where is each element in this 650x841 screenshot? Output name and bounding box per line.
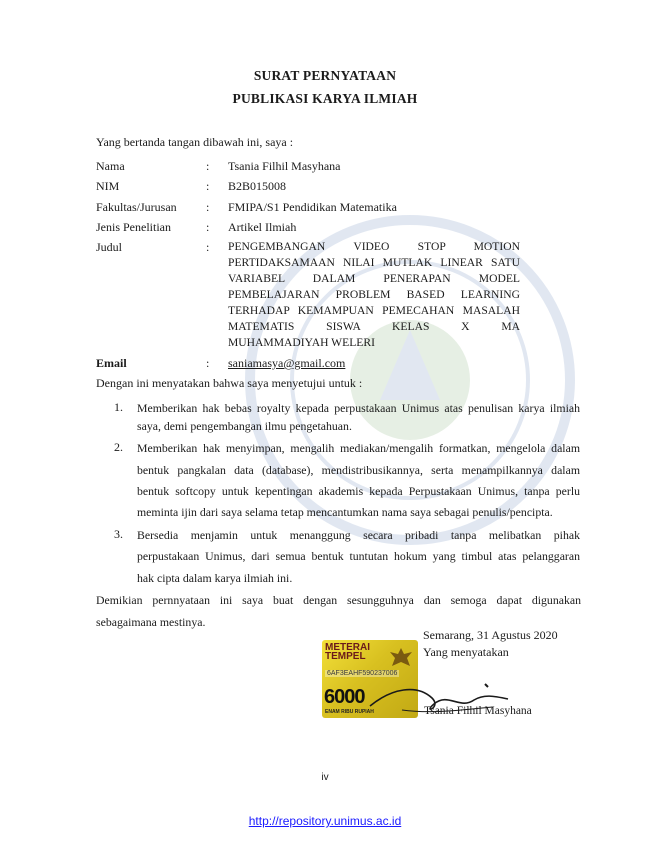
item-line: Bersedia menjamin untuk menanggung secara pribadi tanpa melibatkan pihak xyxy=(137,528,580,542)
repository-link[interactable]: http://repository.unimus.ac.id xyxy=(248,814,402,828)
item-line: saya, demi pengembangan ilmu pengetahuan. xyxy=(137,419,352,433)
field-value-jenis-penelitian: Artikel Ilmiah xyxy=(228,220,297,234)
stamp-value: 6000 xyxy=(324,686,365,708)
item-line: bentuk pangkalan data (database), mendistribusikannya, serta menampilkannya dalam xyxy=(137,463,580,477)
field-colon: : xyxy=(206,200,210,214)
field-label-jenis-penelitian: Jenis Penelitian xyxy=(96,220,171,234)
field-label-nama: Nama xyxy=(96,159,125,173)
field-colon: : xyxy=(206,240,210,254)
stamp-code: 6AF3EAHF590237006 xyxy=(327,670,398,677)
closing-line: sebagaimana mestinya. xyxy=(96,615,206,629)
judul-line: PEMBELAJARAN PROBLEM BASED LEARNING xyxy=(228,288,520,301)
judul-line: TERHADAP KEMAMPUAN PEMECAHAN MASALAH xyxy=(228,304,520,317)
item-line: hak cipta dalam karya ilmiah ini. xyxy=(137,571,293,585)
stamp-small-text: ENAM RIBU RUPIAH xyxy=(325,709,374,715)
judul-line: MATEMATIS SISWA KELAS X MA xyxy=(228,320,520,333)
judul-line: PERTIDAKSAMAAN NILAI MUTLAK LINEAR SATU xyxy=(228,256,520,269)
signature-place-date: Semarang, 31 Agustus 2020 xyxy=(423,628,558,642)
item-number: 3. xyxy=(114,527,123,541)
item-number: 2. xyxy=(114,440,123,454)
stamp-title-line2: TEMPEL xyxy=(325,651,366,662)
field-colon: : xyxy=(206,356,210,370)
field-colon: : xyxy=(206,179,210,193)
statement-text: Dengan ini menyatakan bahwa saya menyetujui untuk : xyxy=(96,376,363,390)
document-title: SURAT PERNYATAAN xyxy=(253,68,397,83)
document-subtitle: PUBLIKASI KARYA ILMIAH xyxy=(232,91,418,106)
field-value-fakultas: FMIPA/S1 Pendidikan Matematika xyxy=(228,200,397,214)
item-line: perpustakaan Unimus, dari semua bentuk tuntutan hokum yang timbul atas pelanggaran xyxy=(137,549,580,563)
item-line: meminta ijin dari saya selama tetap mencantumkan nama saya sebagai penulis/pencipta. xyxy=(137,505,553,519)
judul-line: PENGEMBANGAN VIDEO STOP MOTION xyxy=(228,240,520,253)
item-number: 1. xyxy=(114,400,123,414)
closing-line: Demikian pernnyataan ini saya buat dengan sesungguhnya dan semoga dapat digunakan xyxy=(96,593,581,607)
item-line: bentuk softcopy untuk kepentingan akademis kepada Perpustakaan Unimus, tanpa perlu xyxy=(137,484,580,498)
judul-line: MUHAMMADIYAH WELERI xyxy=(228,336,375,349)
field-label-fakultas: Fakultas/Jurusan xyxy=(96,200,177,214)
field-colon: : xyxy=(206,159,210,173)
field-value-nim: B2B015008 xyxy=(228,179,287,193)
field-colon: : xyxy=(206,220,210,234)
signature-name: Tsania Filhil Masyhana xyxy=(424,705,532,717)
field-value-nama: Tsania Filhil Masyhana xyxy=(228,159,341,173)
stamp-title-line1: METERAI xyxy=(325,642,370,653)
field-label-email: Email xyxy=(96,356,127,370)
signature-role: Yang menyatakan xyxy=(423,645,509,659)
intro-text: Yang bertanda tangan dibawah ini, saya : xyxy=(96,135,294,149)
field-label-judul: Judul xyxy=(96,240,123,254)
stamp-title xyxy=(325,643,370,661)
item-line: Memberikan hak menyimpan, mengalih mediakan/mengalih formatkan, mengelola dalam xyxy=(137,441,580,455)
page-number: iv xyxy=(321,772,329,783)
garuda-emblem-icon xyxy=(388,646,414,670)
item-line: Memberikan hak bebas royalty kepada perpustakaan Unimus atas penulisan karya ilmiah xyxy=(137,401,580,415)
field-value-email[interactable]: saniamasya@gmail.com xyxy=(228,356,346,370)
judul-line: VARIABEL DALAM PENERAPAN MODEL xyxy=(228,272,520,285)
field-label-nim: NIM xyxy=(96,179,120,193)
